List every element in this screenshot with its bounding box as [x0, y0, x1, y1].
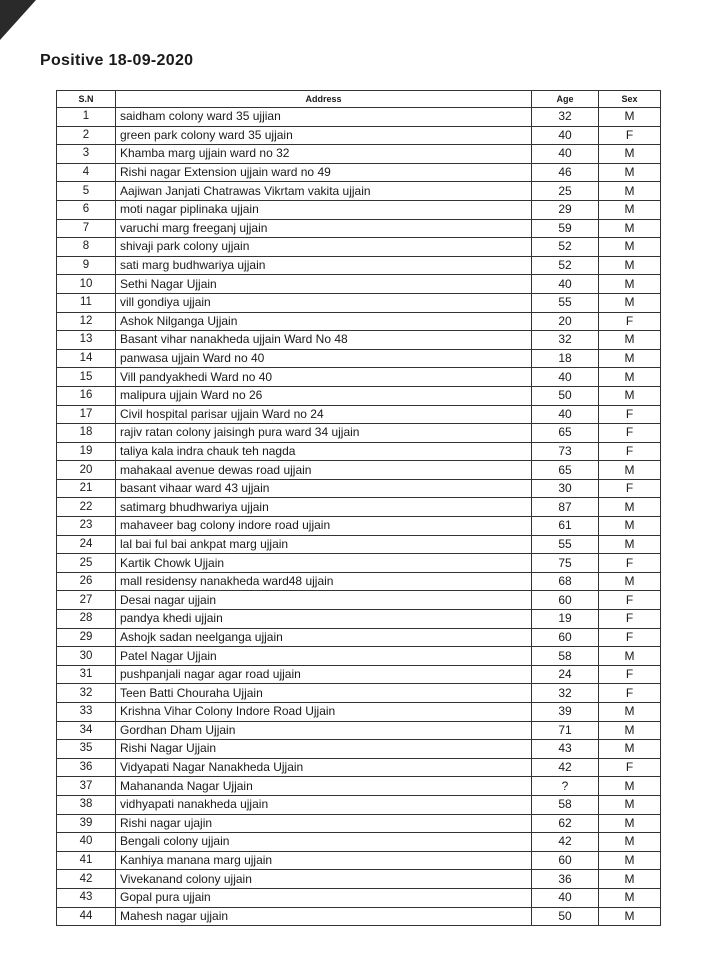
cell-sex: M	[599, 498, 661, 517]
cell-age: 20	[532, 312, 599, 331]
cell-age: 55	[532, 535, 599, 554]
cell-age: 36	[532, 870, 599, 889]
cell-address: Krishna Vihar Colony Indore Road Ujjain	[116, 703, 532, 722]
cell-address: basant vihaar ward 43 ujjain	[116, 479, 532, 498]
cell-sex: M	[599, 331, 661, 350]
cell-sex: M	[599, 256, 661, 275]
cell-sn: 17	[57, 405, 116, 424]
cell-age: 30	[532, 479, 599, 498]
cell-address: Khamba marg ujjain ward no 32	[116, 145, 532, 164]
cell-sex: M	[599, 795, 661, 814]
cell-sn: 34	[57, 721, 116, 740]
cell-sn: 15	[57, 368, 116, 387]
cell-sex: F	[599, 479, 661, 498]
table-row	[57, 814, 661, 833]
table-row	[57, 535, 661, 554]
cell-address: Ashojk sadan neelganga ujjain	[116, 628, 532, 647]
table-row	[57, 647, 661, 666]
positive-cases-table	[56, 90, 661, 926]
cell-age: 29	[532, 200, 599, 219]
cell-address: taliya kala indra chauk teh nagda	[116, 442, 532, 461]
cell-age: 25	[532, 182, 599, 201]
table-row	[57, 591, 661, 610]
cell-sn: 43	[57, 888, 116, 907]
table-row	[57, 349, 661, 368]
cell-age: 19	[532, 610, 599, 629]
cell-address: Vivekanand colony ujjain	[116, 870, 532, 889]
cell-age: 60	[532, 591, 599, 610]
cell-address: satimarg bhudhwariya ujjain	[116, 498, 532, 517]
cell-address: Patel Nagar Ujjain	[116, 647, 532, 666]
table-row	[57, 219, 661, 238]
cell-age: 40	[532, 275, 599, 294]
cell-age: 40	[532, 145, 599, 164]
cell-sn: 29	[57, 628, 116, 647]
table-row	[57, 907, 661, 926]
cell-address: Vill pandyakhedi Ward no 40	[116, 368, 532, 387]
cell-address: vill gondiya ujjain	[116, 293, 532, 312]
cell-sn: 44	[57, 907, 116, 926]
cell-address: Kanhiya manana marg ujjain	[116, 851, 532, 870]
cell-address: mahaveer bag colony indore road ujjain	[116, 517, 532, 536]
cell-age: 58	[532, 647, 599, 666]
cell-sex: F	[599, 424, 661, 443]
table-row	[57, 572, 661, 591]
cell-sn: 27	[57, 591, 116, 610]
cell-age: 75	[532, 554, 599, 573]
cell-sex: M	[599, 888, 661, 907]
cell-address: Vidyapati Nagar Nanakheda Ujjain	[116, 758, 532, 777]
cell-sex: F	[599, 591, 661, 610]
cell-sex: M	[599, 386, 661, 405]
cell-sex: M	[599, 238, 661, 257]
cell-sex: M	[599, 275, 661, 294]
cell-sex: F	[599, 442, 661, 461]
cell-sn: 20	[57, 461, 116, 480]
table-row	[57, 851, 661, 870]
cell-address: Rishi nagar ujajin	[116, 814, 532, 833]
cell-age: 42	[532, 833, 599, 852]
cell-sn: 3	[57, 145, 116, 164]
cell-sex: M	[599, 163, 661, 182]
table-row	[57, 442, 661, 461]
table-row	[57, 238, 661, 257]
cell-sn: 18	[57, 424, 116, 443]
cell-age: 60	[532, 851, 599, 870]
cell-sex: M	[599, 535, 661, 554]
cell-address: green park colony ward 35 ujjain	[116, 126, 532, 145]
cell-sn: 38	[57, 795, 116, 814]
cell-sex: M	[599, 703, 661, 722]
cell-sex: M	[599, 851, 661, 870]
cell-age: ?	[532, 777, 599, 796]
cell-sn: 35	[57, 740, 116, 759]
cell-age: 43	[532, 740, 599, 759]
cell-address: moti nagar piplinaka ujjain	[116, 200, 532, 219]
cell-address: Basant vihar nanakheda ujjain Ward No 48	[116, 331, 532, 350]
cell-age: 42	[532, 758, 599, 777]
cell-sn: 8	[57, 238, 116, 257]
cell-sex: M	[599, 721, 661, 740]
cell-sn: 16	[57, 386, 116, 405]
cell-sn: 23	[57, 517, 116, 536]
page-corner-shadow	[0, 0, 36, 40]
cell-address: vidhyapati nanakheda ujjain	[116, 795, 532, 814]
cell-sex: M	[599, 833, 661, 852]
cell-address: mahakaal avenue dewas road ujjain	[116, 461, 532, 480]
cell-age: 40	[532, 405, 599, 424]
cell-sn: 12	[57, 312, 116, 331]
cell-sn: 22	[57, 498, 116, 517]
cell-age: 50	[532, 907, 599, 926]
cell-address: Rishi Nagar Ujjain	[116, 740, 532, 759]
cell-sn: 24	[57, 535, 116, 554]
cell-age: 18	[532, 349, 599, 368]
cell-sex: F	[599, 684, 661, 703]
cell-address: Gordhan Dham Ujjain	[116, 721, 532, 740]
table-row	[57, 703, 661, 722]
header-sex: Sex	[599, 91, 661, 108]
cell-address: sati marg budhwariya ujjain	[116, 256, 532, 275]
cell-sex: F	[599, 610, 661, 629]
cell-sex: M	[599, 572, 661, 591]
header-age: Age	[532, 91, 599, 108]
cell-age: 60	[532, 628, 599, 647]
cell-age: 46	[532, 163, 599, 182]
table-row	[57, 758, 661, 777]
cell-age: 73	[532, 442, 599, 461]
table-row	[57, 368, 661, 387]
table-row	[57, 405, 661, 424]
cell-age: 50	[532, 386, 599, 405]
cell-address: malipura ujjain Ward no 26	[116, 386, 532, 405]
cell-age: 40	[532, 368, 599, 387]
cell-age: 71	[532, 721, 599, 740]
cell-sn: 5	[57, 182, 116, 201]
cell-sn: 40	[57, 833, 116, 852]
cell-address: lal bai ful bai ankpat marg ujjain	[116, 535, 532, 554]
cell-sn: 9	[57, 256, 116, 275]
cell-sex: F	[599, 758, 661, 777]
table-row	[57, 740, 661, 759]
table-row	[57, 517, 661, 536]
cell-age: 65	[532, 461, 599, 480]
table-row	[57, 610, 661, 629]
cell-address: Bengali colony ujjain	[116, 833, 532, 852]
cell-sn: 4	[57, 163, 116, 182]
cell-address: Gopal pura ujjain	[116, 888, 532, 907]
cell-address: Ashok Nilganga Ujjain	[116, 312, 532, 331]
cell-sex: M	[599, 517, 661, 536]
cell-address: Rishi nagar Extension ujjain ward no 49	[116, 163, 532, 182]
cell-sn: 6	[57, 200, 116, 219]
cell-address: mall residensy nanakheda ward48 ujjain	[116, 572, 532, 591]
table-row	[57, 200, 661, 219]
cell-age: 68	[532, 572, 599, 591]
cell-sex: M	[599, 145, 661, 164]
cell-sn: 1	[57, 108, 116, 127]
cell-sn: 37	[57, 777, 116, 796]
cell-sex: M	[599, 108, 661, 127]
table-row	[57, 628, 661, 647]
cell-sex: F	[599, 312, 661, 331]
table-row	[57, 293, 661, 312]
cell-address: Civil hospital parisar ujjain Ward no 24	[116, 405, 532, 424]
table-row	[57, 554, 661, 573]
cell-sex: F	[599, 405, 661, 424]
header-sn: S.N	[57, 91, 116, 108]
cell-sn: 11	[57, 293, 116, 312]
cell-sex: F	[599, 628, 661, 647]
table-row	[57, 256, 661, 275]
table-row	[57, 777, 661, 796]
cell-sn: 28	[57, 610, 116, 629]
cell-address: rajiv ratan colony jaisingh pura ward 34 ujjain	[116, 424, 532, 443]
table-row	[57, 163, 661, 182]
cell-age: 40	[532, 126, 599, 145]
cell-sn: 33	[57, 703, 116, 722]
table-row	[57, 424, 661, 443]
cell-address: Sethi Nagar Ujjain	[116, 275, 532, 294]
cell-age: 62	[532, 814, 599, 833]
cell-sex: M	[599, 814, 661, 833]
cell-sn: 14	[57, 349, 116, 368]
header-address: Address	[116, 91, 532, 108]
table-row	[57, 312, 661, 331]
page-title: Positive 18-09-2020	[40, 52, 194, 69]
cell-address: shivaji park colony ujjain	[116, 238, 532, 257]
table-row	[57, 126, 661, 145]
cell-age: 58	[532, 795, 599, 814]
cell-sex: F	[599, 554, 661, 573]
cell-sn: 41	[57, 851, 116, 870]
cell-address: Teen Batti Chouraha Ujjain	[116, 684, 532, 703]
cell-age: 59	[532, 219, 599, 238]
cell-address: panwasa ujjain Ward no 40	[116, 349, 532, 368]
table-row	[57, 275, 661, 294]
cell-age: 55	[532, 293, 599, 312]
cell-sn: 21	[57, 479, 116, 498]
cell-sn: 42	[57, 870, 116, 889]
cell-sex: M	[599, 740, 661, 759]
cell-sex: F	[599, 126, 661, 145]
cell-address: pushpanjali nagar agar road ujjain	[116, 665, 532, 684]
table-header-row	[57, 91, 661, 108]
cell-address: pandya khedi ujjain	[116, 610, 532, 629]
table-row	[57, 665, 661, 684]
cell-sn: 30	[57, 647, 116, 666]
cell-sn: 31	[57, 665, 116, 684]
cell-sex: M	[599, 870, 661, 889]
cell-sex: M	[599, 461, 661, 480]
table-row	[57, 721, 661, 740]
cell-sn: 26	[57, 572, 116, 591]
table-row	[57, 182, 661, 201]
cell-age: 40	[532, 888, 599, 907]
cell-sex: M	[599, 293, 661, 312]
cell-address: Aajiwan Janjati Chatrawas Vikrtam vakita ujjain	[116, 182, 532, 201]
table-row	[57, 108, 661, 127]
table-row	[57, 386, 661, 405]
cell-sn: 10	[57, 275, 116, 294]
cell-address: Kartik Chowk Ujjain	[116, 554, 532, 573]
cell-sn: 25	[57, 554, 116, 573]
table-row	[57, 498, 661, 517]
table-row	[57, 833, 661, 852]
table-row	[57, 684, 661, 703]
cell-age: 52	[532, 238, 599, 257]
cell-sex: F	[599, 665, 661, 684]
table-row	[57, 479, 661, 498]
cell-sn: 36	[57, 758, 116, 777]
cell-age: 39	[532, 703, 599, 722]
cell-sex: M	[599, 777, 661, 796]
cell-address: saidham colony ward 35 ujjian	[116, 108, 532, 127]
table-row	[57, 145, 661, 164]
cell-sn: 19	[57, 442, 116, 461]
cell-sn: 32	[57, 684, 116, 703]
cell-address: Mahesh nagar ujjain	[116, 907, 532, 926]
table-row	[57, 331, 661, 350]
table-row	[57, 795, 661, 814]
table-row	[57, 888, 661, 907]
table-body	[57, 108, 661, 926]
cell-address: varuchi marg freeganj ujjain	[116, 219, 532, 238]
cell-sex: M	[599, 907, 661, 926]
cell-age: 32	[532, 108, 599, 127]
cell-age: 65	[532, 424, 599, 443]
cell-address: Desai nagar ujjain	[116, 591, 532, 610]
cell-sn: 13	[57, 331, 116, 350]
cell-age: 52	[532, 256, 599, 275]
cell-sex: M	[599, 200, 661, 219]
cell-sex: M	[599, 368, 661, 387]
cell-age: 32	[532, 331, 599, 350]
cell-sex: M	[599, 349, 661, 368]
cell-age: 87	[532, 498, 599, 517]
cell-sn: 7	[57, 219, 116, 238]
cell-address: Mahananda Nagar Ujjain	[116, 777, 532, 796]
cell-sn: 2	[57, 126, 116, 145]
cell-age: 24	[532, 665, 599, 684]
cell-sex: M	[599, 182, 661, 201]
cell-age: 32	[532, 684, 599, 703]
table-row	[57, 870, 661, 889]
cell-sex: M	[599, 219, 661, 238]
cell-sex: M	[599, 647, 661, 666]
cell-sn: 39	[57, 814, 116, 833]
cell-age: 61	[532, 517, 599, 536]
table-row	[57, 461, 661, 480]
